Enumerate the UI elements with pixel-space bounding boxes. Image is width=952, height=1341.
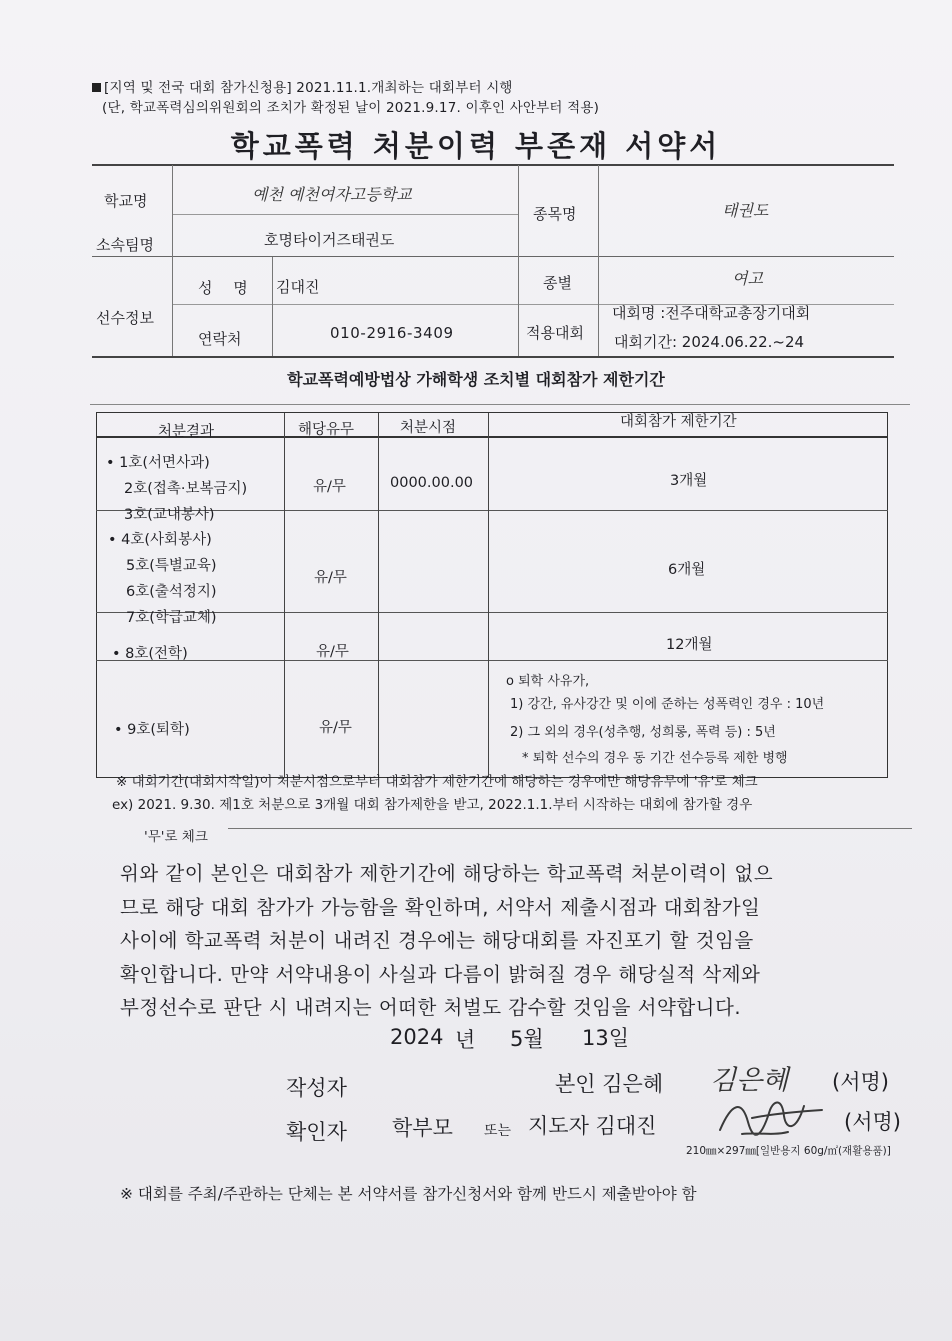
- footer-note: ※ 대회를 주최/주관하는 단체는 본 서약서를 참가신청서와 함께 반드시 제출받아야 함: [120, 1185, 697, 1203]
- event-name: 대회명 :전주대학교총장기대회: [612, 304, 811, 322]
- name-value: 김대진: [276, 278, 320, 296]
- header-line-1-text: [지역 및 전국 대회 참가신청용] 2021.11.1.개최하는 대회부터 시행: [104, 80, 513, 96]
- row3-period: 12개월: [666, 637, 713, 653]
- row1-applicable: 유/무: [313, 479, 346, 495]
- row2-result-4: 7호(학급교체): [126, 610, 217, 626]
- name-label: 성 명: [198, 279, 256, 297]
- square-bullet-icon: [92, 83, 101, 92]
- table-col-line: [284, 413, 285, 777]
- header-line-1: [92, 76, 513, 96]
- pledge-line-1: 위와 같이 본인은 대회참가 제한기간에 해당하는 학교폭력 처분이력이 없으: [120, 862, 774, 885]
- row3-result-1: • 8호(전학): [112, 646, 188, 662]
- pledge-paragraph: [120, 857, 910, 1025]
- info-col-line: [172, 165, 173, 356]
- row1-result-3: 3호(교내봉사): [124, 507, 215, 523]
- info-divider: [172, 304, 518, 305]
- gender-label: 종별: [543, 274, 572, 292]
- confirmer-parent: 학부모: [392, 1116, 453, 1140]
- school-label: 학교명: [104, 192, 148, 210]
- paper-spec: 210㎜×297㎜[일반용지 60g/㎡(재활용품)]: [686, 1145, 891, 1157]
- school-value: 예천 예천여자고등학교: [252, 185, 412, 204]
- confirmer-label: 확인자: [286, 1120, 347, 1144]
- row1-result-2: 2호(접촉·보복금지): [124, 481, 248, 497]
- sport-label: 종목명: [533, 205, 577, 223]
- row1-period: 3개월: [670, 473, 708, 489]
- contact-value: 010-2916-3409: [330, 324, 454, 342]
- row2-result-3: 6호(출석정지): [126, 584, 217, 600]
- header-line-2: (단, 학교폭력심의위원회의 조치가 확정된 날이 2021.9.17. 이후인 사안부터 적용): [102, 100, 600, 116]
- row2-result-2: 5호(특별교육): [126, 558, 217, 574]
- document-title: 학교폭력 처분이력 부존재 서약서: [230, 129, 722, 163]
- pledge-line-5: 부정선수로 판단 시 내려지는 어떠한 처벌도 감수할 것임을 서약합니다.: [120, 996, 742, 1019]
- writer-signature: 김은혜: [710, 1065, 789, 1096]
- row4-result-1: • 9호(퇴학): [114, 722, 190, 738]
- info-col-line: [272, 257, 273, 356]
- player-info-label: 선수정보: [96, 309, 154, 327]
- note-2: ex) 2021. 9.30. 제1호 처분으로 3개월 대회 참가제한을 받고, 2022.1.1.부터 시작하는 대회에 참가할 경우: [112, 797, 753, 813]
- note-1: ※ 대회기간(대회시작일)이 처분시점으로부터 대회참가 제한기간에 해당하는 경우에만 해당유무에 '유'로 체크: [116, 774, 758, 790]
- confirmer-sign-suffix: (서명): [844, 1110, 901, 1134]
- pledge-line-4: 확인합니다. 만약 서약내용이 사실과 다름이 밝혀질 경우 해당실적 삭제와: [120, 962, 761, 986]
- pledge-line-2: 므로 해당 대회 참가가 가능함을 확인하며, 서약서 제출시점과 대회참가일: [120, 895, 761, 919]
- sport-value: 태권도: [722, 201, 769, 220]
- event-period: 대회기간: 2024.06.22.~24: [614, 333, 805, 351]
- confirmer-value: 지도자 김대진: [528, 1114, 657, 1138]
- contact-label: 연락처: [198, 330, 242, 348]
- row4-period-line-2: 1) 강간, 유사강간 및 이에 준하는 성폭력인 경우 : 10년: [510, 697, 825, 712]
- row2-period: 6개월: [668, 562, 706, 578]
- table-col-line: [378, 413, 379, 777]
- row1-date: 0000.00.00: [390, 475, 474, 491]
- writer-value: 본인 김은혜: [555, 1072, 664, 1096]
- date-month: 5월: [510, 1027, 544, 1051]
- header-period: 대회참가 제한기간: [620, 414, 737, 430]
- row2-result-1: • 4호(사회봉사): [108, 532, 212, 548]
- row4-applicable: 유/무: [319, 720, 352, 736]
- row4-period-line-4: * 퇴학 선수의 경우 동 기간 선수등록 제한 병행: [522, 751, 788, 766]
- date-day: 13일: [582, 1026, 630, 1050]
- pledge-line-3: 사이에 학교폭력 처분이 내려진 경우에는 해당대회를 자진포기 할 것임을: [120, 929, 754, 952]
- header-result: 처분결과: [158, 424, 215, 440]
- date-year: 2024: [390, 1025, 444, 1049]
- table-header-line: [96, 436, 888, 438]
- row4-period-line-3: 2) 그 외의 경우(성추행, 성희롱, 폭력 등) : 5년: [510, 725, 776, 740]
- note-3: '무'로 체크: [144, 829, 208, 845]
- header-date: 처분시점: [400, 420, 457, 436]
- header-applicable: 해당유무: [298, 422, 355, 438]
- info-col-line: [518, 165, 519, 356]
- confirmer-or: 또는: [484, 1123, 512, 1139]
- event-label: 적용대회: [526, 324, 584, 342]
- row4-period-line-1: o 퇴학 사유가,: [506, 674, 590, 689]
- writer-label: 작성자: [286, 1076, 347, 1100]
- restriction-top-rule: [90, 404, 910, 405]
- row3-applicable: 유/무: [316, 644, 349, 660]
- info-top-border: [92, 164, 894, 166]
- writer-sign-suffix: (서명): [832, 1070, 889, 1094]
- row2-applicable: 유/무: [314, 570, 347, 586]
- info-col-line: [598, 165, 599, 356]
- table-row-line: [96, 660, 888, 661]
- info-divider: [92, 256, 894, 257]
- team-value: 호명타이거즈태권도: [264, 231, 395, 249]
- date-year-unit: 년: [455, 1028, 476, 1052]
- notes-rule: [228, 828, 912, 829]
- info-divider: [172, 214, 518, 215]
- team-label: 소속팀명: [96, 236, 154, 254]
- restriction-title: 학교폭력예방법상 가해학생 조치별 대회참가 제한기간: [287, 370, 665, 389]
- confirmer-signature-scribble: [712, 1092, 832, 1142]
- row1-result-1: • 1호(서면사과): [106, 455, 210, 471]
- info-bottom-border: [92, 356, 894, 358]
- table-col-line: [488, 413, 489, 777]
- gender-value: 여고: [732, 269, 763, 288]
